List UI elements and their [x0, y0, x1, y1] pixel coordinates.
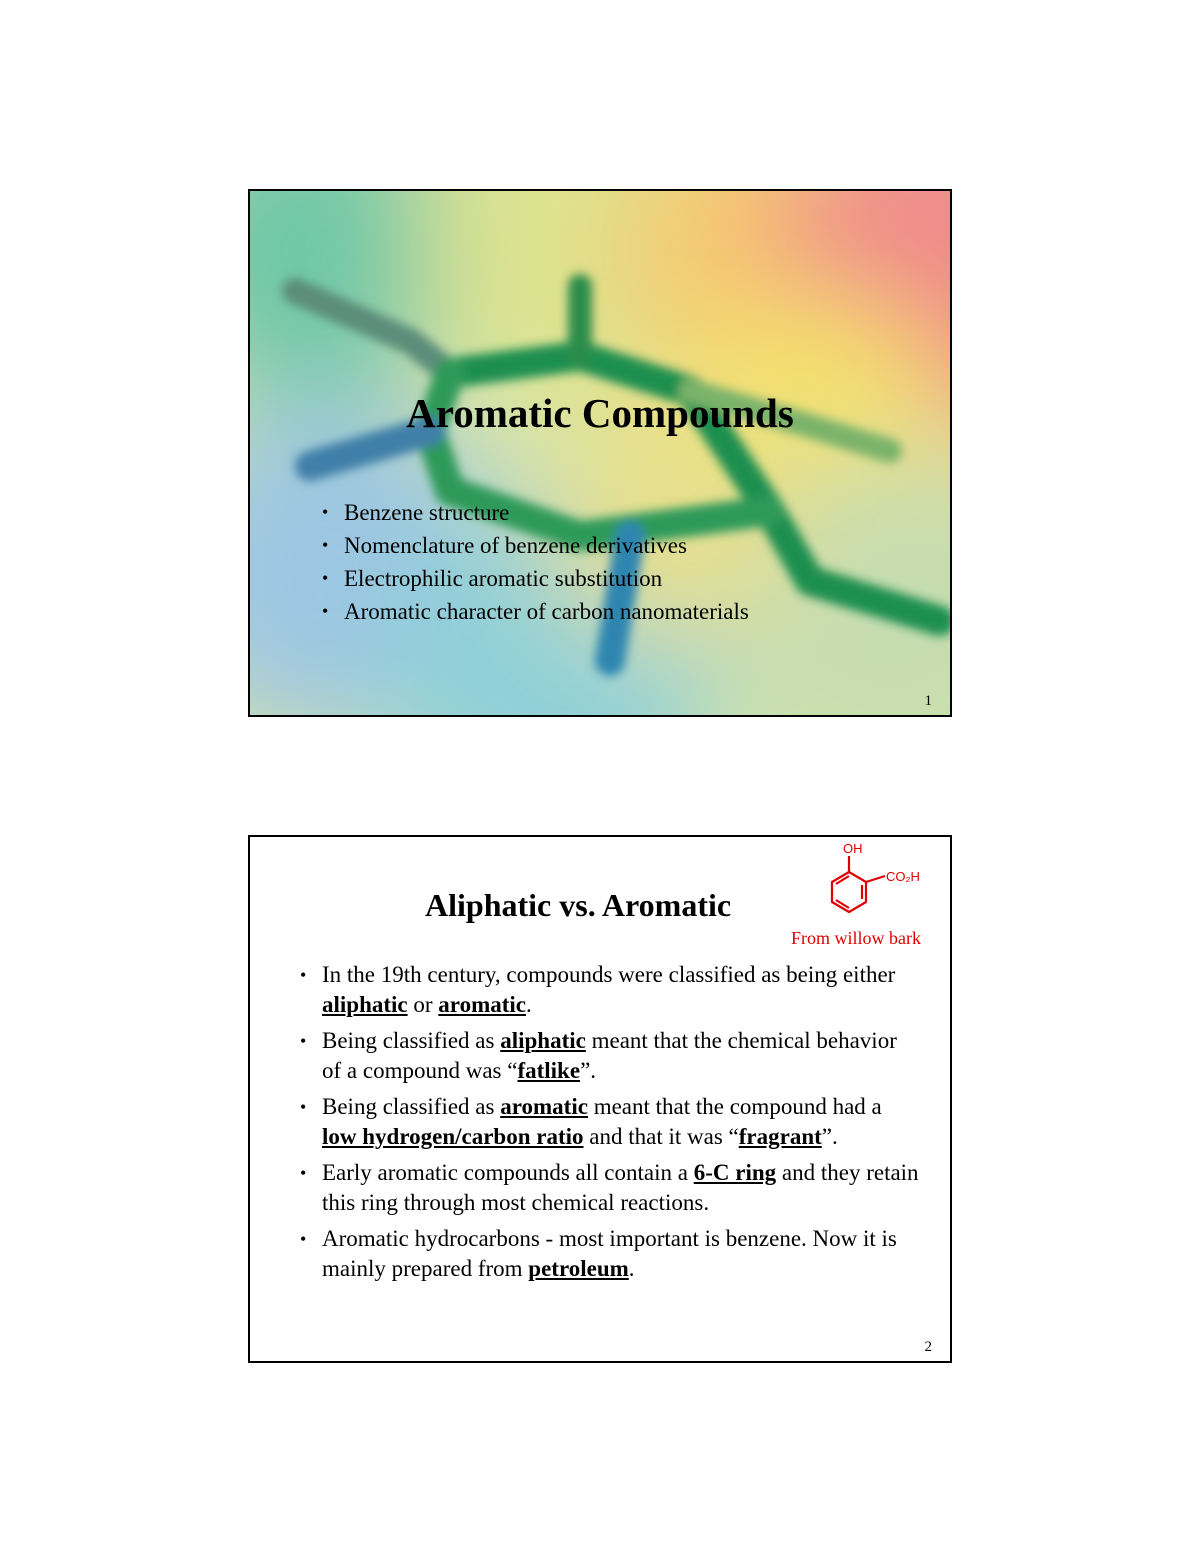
list-item: [300, 960, 920, 1020]
bullet-text: .: [526, 992, 532, 1017]
keyword-term: fragrant: [738, 1124, 822, 1149]
keyword-term: aromatic: [500, 1094, 588, 1119]
bullet-icon: •: [322, 601, 329, 621]
structure-caption: From willow bark: [791, 928, 921, 948]
bullet-text: meant that the chemical behavior of a compound was “: [322, 1028, 897, 1083]
bullet-text: and they retain this ring through most chemical reactions.: [322, 1160, 919, 1215]
bullet-icon: •: [300, 1229, 307, 1249]
keyword-term: fatlike: [517, 1058, 581, 1083]
bullet-icon: •: [322, 568, 329, 588]
page-number: 1: [924, 693, 932, 709]
bullet-icon: •: [300, 965, 307, 985]
keyword-term: low hydrogen/carbon ratio: [322, 1124, 584, 1149]
bullet-text: ”.: [821, 1124, 838, 1149]
list-item: [300, 1224, 920, 1284]
bullet-icon: •: [322, 502, 329, 522]
list-item: [300, 1158, 920, 1218]
bullet-text: Being classified as: [322, 1028, 501, 1053]
list-item: • Nomenclature of benzene derivatives: [322, 529, 749, 562]
bullet-icon: •: [300, 1097, 307, 1117]
keyword-term: 6-C ring: [693, 1160, 777, 1185]
list-item: • Aromatic character of carbon nanomaterials: [322, 595, 749, 628]
list-item: • Benzene structure: [322, 496, 749, 529]
page-number: 2: [924, 1339, 932, 1355]
keyword-term: aromatic: [438, 992, 527, 1017]
salicylic-acid-structure: [815, 839, 935, 931]
list-item: [300, 1026, 920, 1086]
molecule-background-image: [250, 191, 950, 715]
list-item: [300, 1092, 920, 1152]
bullet-text: Being classified as: [322, 1094, 501, 1119]
oh-label: OH: [843, 841, 863, 856]
bullet-text: In the 19th century, compounds were classified as being either: [322, 962, 896, 987]
bullet-text: or: [407, 992, 439, 1017]
co2h-label: CO₂H: [886, 869, 920, 884]
bullet-text: meant that the compound had a: [587, 1094, 882, 1119]
keyword-term: aliphatic: [500, 1028, 586, 1053]
slide-1: [248, 189, 952, 717]
slide-title: Aliphatic vs. Aromatic: [425, 887, 732, 923]
bullet-text: ”.: [580, 1058, 597, 1083]
bullet-icon: •: [322, 535, 329, 555]
bullet-list: [322, 496, 749, 628]
bullet-text: .: [628, 1256, 635, 1281]
keyword-term: petroleum: [528, 1256, 629, 1281]
slide-2: [248, 835, 952, 1363]
bullet-text: Early aromatic compounds all contain a: [322, 1160, 694, 1185]
slide-title: Aromatic Compounds: [406, 390, 794, 436]
bullet-icon: •: [300, 1163, 307, 1183]
bullet-text: Aromatic hydrocarbons - most important is benzene. Now it is mainly prepared from: [322, 1226, 897, 1281]
keyword-term: aliphatic: [322, 992, 408, 1017]
bullet-icon: •: [300, 1031, 307, 1051]
list-item: • Electrophilic aromatic substitution: [322, 562, 749, 595]
bullet-text: and that it was “: [583, 1124, 739, 1149]
bullet-list: [300, 960, 920, 1290]
